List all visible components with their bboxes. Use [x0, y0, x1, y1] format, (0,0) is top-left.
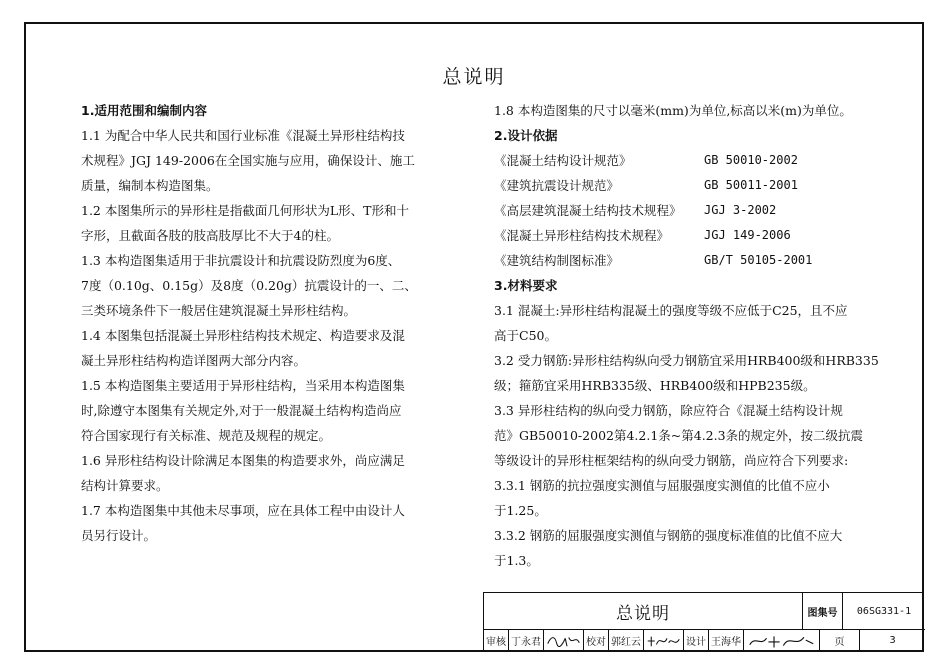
- paragraph-line: 1.8 本构造图集的尺寸以毫米(mm)为单位,标高以米(m)为单位。: [494, 103, 852, 118]
- review-name: 丁永君: [509, 630, 544, 651]
- paragraph-line: 3.3 异形柱结构的纵向受力钢筋，除应符合《混凝土结构设计规: [494, 403, 843, 418]
- title-block-title: 总说明: [484, 593, 803, 630]
- atlas-number: 06SG331-1: [843, 593, 925, 630]
- paragraph-line: 符合国家现行有关标准、规范及规程的规定。: [81, 428, 332, 443]
- design-name: 王海华: [709, 630, 744, 651]
- paragraph-line: 等级设计的异形柱框架结构的纵向受力钢筋，尚应符合下列要求:: [494, 453, 849, 468]
- page-title: 总说明: [442, 66, 506, 88]
- paragraph-line: 质量，编制本构造图集。: [81, 178, 219, 193]
- paragraph-line: 时,除遵守本图集有关规定外,对于一般混凝土结构构造尚应: [81, 403, 402, 418]
- standard-row: [494, 173, 899, 198]
- standard-code: GB 50011-2001: [704, 178, 798, 192]
- title-block: [483, 592, 924, 650]
- paragraph-line: 结构计算要求。: [81, 478, 169, 493]
- check-name: 郭红云: [609, 630, 644, 651]
- paragraph-line: 高于C50。: [494, 328, 557, 343]
- standard-row: [494, 198, 899, 223]
- paragraph-line: 1.1 为配合中华人民共和国行业标准《混凝土异形柱结构技: [81, 128, 405, 143]
- drawing-frame: [24, 22, 924, 652]
- paragraph-line: 3.3.1 钢筋的抗拉强度实测值与屈服强度实测值的比值不应小: [494, 478, 830, 493]
- check-signature: [644, 630, 684, 651]
- signature-row: [484, 630, 925, 651]
- paragraph-line: 术规程》JGJ 149-2006在全国实施与应用，确保设计、施工: [81, 153, 415, 168]
- review-signature: [544, 630, 584, 651]
- paragraph-line: 7度（0.10g、0.15g）及8度（0.20g）抗震设计的一、二、: [81, 278, 417, 293]
- paragraph-line: 1.2 本图集所示的异形柱是指截面几何形状为L形、T形和十: [81, 203, 409, 218]
- paragraph-line: 3.1 混凝土:异形柱结构混凝土的强度等级不应低于C25，且不应: [494, 303, 848, 318]
- paragraph-line: 凝土异形柱结构构造详图两大部分内容。: [81, 353, 307, 368]
- paragraph-line: 字形，且截面各肢的肢高肢厚比不大于4的柱。: [81, 228, 339, 243]
- standard-name: 《建筑结构制图标准》: [494, 253, 620, 268]
- paragraph-line: 1.4 本图集包括混凝土异形柱结构技术规定、构造要求及混: [81, 328, 405, 343]
- right-column: [494, 98, 899, 573]
- paragraph-line: 1.7 本构造图集中其他未尽事项，应在具体工程中由设计人: [81, 503, 405, 518]
- paragraph-line: 三类环境条件下一般居住建筑混凝土异形柱结构。: [81, 303, 357, 318]
- page-number: 3: [889, 635, 896, 646]
- paragraph-line: 级；箍筋宜采用HRB335级、HRB400级和HPB235级。: [494, 378, 816, 393]
- standard-row: [494, 223, 899, 248]
- standard-name: 《建筑抗震设计规范》: [494, 178, 620, 193]
- paragraph-line: 1.6 异形柱结构设计除满足本图集的构造要求外，尚应满足: [81, 453, 405, 468]
- check-label: 校对: [584, 630, 609, 651]
- design-signature: [744, 630, 820, 651]
- standard-name: 《混凝土结构设计规范》: [494, 153, 632, 168]
- section-heading-2: 2.设计依据: [494, 128, 558, 143]
- left-column: [81, 98, 446, 548]
- standard-name: 《混凝土异形柱结构技术规程》: [494, 228, 670, 243]
- paragraph-line: 1.3 本构造图集适用于非抗震设计和抗震设防烈度为6度、: [81, 253, 401, 268]
- paragraph-line: 员另行设计。: [81, 528, 157, 543]
- paragraph-line: 范》GB50010-2002第4.2.1条~第4.2.3条的规定外，按二级抗震: [494, 428, 864, 443]
- paragraph-line: 于1.3。: [494, 553, 539, 568]
- paragraph-line: 1.5 本构造图集主要适用于异形柱结构，当采用本构造图集: [81, 378, 405, 393]
- standard-name: 《高层建筑混凝土结构技术规程》: [494, 203, 682, 218]
- section-heading-1: 1.适用范围和编制内容: [81, 103, 207, 118]
- review-label: 审核: [484, 630, 509, 651]
- paragraph-line: 于1.25。: [494, 503, 547, 518]
- standard-row: [494, 148, 899, 173]
- page-label: 页: [820, 630, 860, 651]
- design-label: 设计: [684, 630, 709, 651]
- standard-row: [494, 248, 899, 273]
- standard-code: GB/T 50105-2001: [704, 253, 813, 267]
- standard-code: JGJ 149-2006: [704, 228, 791, 242]
- standard-code: JGJ 3-2002: [704, 203, 777, 217]
- standard-code: GB 50010-2002: [704, 153, 798, 167]
- paragraph-line: 3.2 受力钢筋:异形柱结构纵向受力钢筋宜采用HRB400级和HRB335: [494, 353, 879, 368]
- section-heading-3: 3.材料要求: [494, 278, 558, 293]
- atlas-number-label: 图集号: [803, 593, 843, 630]
- paragraph-line: 3.3.2 钢筋的屈服强度实测值与钢筋的强度标准值的比值不应大: [494, 528, 843, 543]
